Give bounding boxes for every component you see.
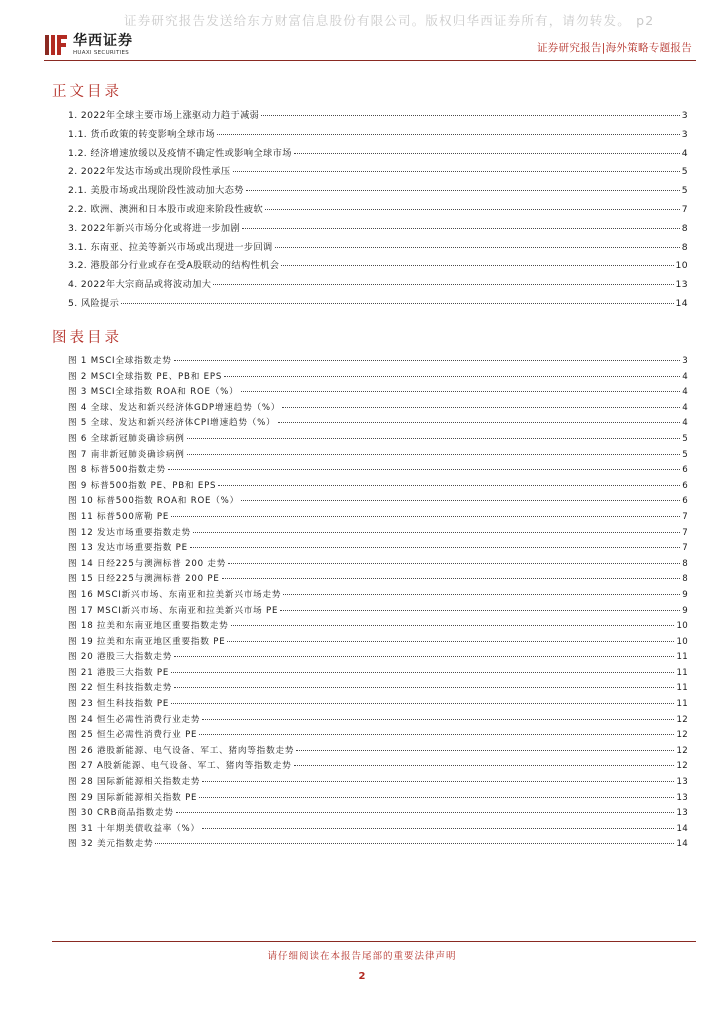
figure-entry-label: 图 7 南非新冠肺炎确诊病例 — [68, 449, 185, 460]
dot-leader — [190, 547, 680, 548]
figure-entry-label: 图 12 发达市场重要指数走势 — [68, 527, 191, 538]
figure-entry-page: 11 — [676, 683, 688, 694]
figure-entry[interactable] — [68, 650, 688, 666]
figure-entry-label: 图 25 恒生必需性消费行业 PE — [68, 730, 198, 741]
figure-entry[interactable] — [68, 588, 688, 604]
toc-entry-page: 8 — [681, 241, 688, 253]
dot-leader — [261, 115, 679, 116]
dot-leader — [241, 391, 681, 392]
figure-entry[interactable] — [68, 541, 688, 557]
figure-entry-page: 13 — [676, 777, 688, 788]
figure-entry[interactable] — [68, 713, 688, 729]
toc-entry[interactable] — [68, 295, 688, 314]
figure-entry-label: 图 14 日经225与澳洲标普 200 走势 — [68, 558, 227, 569]
figure-entry-label: 图 10 标普500指数 ROA和 ROE（%） — [68, 496, 240, 507]
figure-entry-page: 6 — [682, 465, 688, 476]
figure-entry-label: 图 20 港股三大指数走势 — [68, 652, 173, 663]
dot-leader — [174, 687, 674, 688]
dot-leader — [275, 247, 680, 248]
dot-leader — [174, 656, 674, 657]
dot-leader — [233, 171, 680, 172]
toc-entry[interactable] — [68, 182, 688, 201]
toc-entry[interactable] — [68, 257, 688, 276]
figure-entry[interactable] — [68, 572, 688, 588]
figure-entry-page: 14 — [676, 823, 688, 834]
dot-leader — [218, 485, 680, 486]
dot-leader — [168, 469, 680, 470]
figure-entry[interactable] — [68, 494, 688, 510]
figure-entry[interactable] — [68, 385, 688, 401]
figure-entry[interactable] — [68, 775, 688, 791]
dot-leader — [187, 438, 681, 439]
figure-entry[interactable] — [68, 510, 688, 526]
figure-entry-page: 12 — [676, 730, 688, 741]
figure-entry-page: 4 — [682, 402, 688, 413]
dot-leader — [217, 134, 680, 135]
toc-entry-page: 3 — [681, 110, 688, 121]
figure-entry-page: 11 — [676, 652, 688, 663]
figure-entry[interactable] — [68, 837, 688, 853]
toc-entry-label: 3. 2022年新兴市场分化或将进一步加剧 — [68, 222, 241, 234]
dot-leader — [222, 578, 681, 579]
toc-entry[interactable] — [68, 126, 688, 145]
toc-entry-page: 4 — [681, 147, 688, 159]
figure-entry-page: 12 — [676, 745, 688, 756]
figure-entry-page: 11 — [676, 699, 688, 710]
toc-entry-label: 1. 2022年全球主要市场上涨驱动力趋于减弱 — [68, 110, 260, 121]
figure-entry-page: 5 — [682, 449, 688, 460]
dot-leader — [202, 719, 674, 720]
logo-mark-icon — [44, 33, 68, 57]
figure-entry[interactable] — [68, 697, 688, 713]
dot-leader — [155, 843, 674, 844]
toc-entry[interactable] — [68, 220, 688, 239]
figure-entry-label: 图 18 拉美和东南亚地区重要指数走势 — [68, 621, 229, 632]
dot-leader — [280, 610, 680, 611]
figure-entry-label: 图 26 港股新能源、电气设备、军工、猪肉等指数走势 — [68, 745, 295, 756]
figure-entry-page: 11 — [676, 667, 688, 678]
figure-entry-label: 图 21 港股三大指数 PE — [68, 667, 170, 678]
figure-entry-label: 图 15 日经225与澳洲标普 200 PE — [68, 574, 220, 585]
dot-leader — [202, 828, 675, 829]
toc-entry-label: 2. 2022年发达市场或出现阶段性承压 — [68, 166, 231, 178]
watermark-text: 证券研究报告发送给东方财富信息股份有限公司。版权归华西证券所有，请勿转发。 p2 — [124, 13, 655, 28]
figure-entry-label: 图 5 全球、发达和新兴经济体CPI增速趋势（%） — [68, 418, 276, 429]
figure-entry[interactable] — [68, 806, 688, 822]
dot-leader — [224, 376, 680, 377]
figure-entry-label: 图 29 国际新能源相关指数 PE — [68, 792, 198, 803]
figure-toc-title: 图表目录 — [52, 330, 122, 346]
header-divider — [44, 60, 696, 61]
dot-leader — [246, 190, 680, 191]
dot-leader — [187, 454, 681, 455]
figure-entry-label: 图 28 国际新能源相关指数走势 — [68, 777, 201, 788]
toc-entry-page: 3 — [681, 128, 688, 140]
report-type: 证券研究报告|海外策略专题报告 — [536, 42, 692, 54]
dot-leader — [176, 812, 675, 813]
dot-leader — [282, 407, 680, 408]
figure-entry[interactable] — [68, 666, 688, 682]
dot-leader — [193, 532, 680, 533]
dot-leader — [294, 765, 675, 766]
figure-entry[interactable] — [68, 822, 688, 838]
dot-leader — [294, 153, 680, 154]
figure-entry-label: 图 8 标普500指数走势 — [68, 465, 166, 476]
toc-entry[interactable] — [68, 201, 688, 220]
figure-entry-label: 图 23 恒生科技指数 PE — [68, 699, 170, 710]
figure-entry-label: 图 27 A股新能源、电气设备、军工、猪肉等指数走势 — [68, 761, 292, 772]
figure-entry[interactable] — [68, 728, 688, 744]
figure-entry[interactable] — [68, 744, 688, 760]
toc-entry-page: 13 — [675, 279, 688, 291]
toc-entry[interactable] — [68, 163, 688, 182]
figure-entry-page: 8 — [682, 558, 688, 569]
figure-entry-label: 图 11 标普500席勒 PE — [68, 511, 170, 522]
figure-entry-label: 图 16 MSCI新兴市场、东南亚和拉美新兴市场走势 — [68, 589, 282, 600]
figure-entry-label: 图 19 拉美和东南亚地区重要指数 PE — [68, 636, 226, 647]
figure-entry-page: 4 — [682, 418, 688, 429]
toc-entry-page: 5 — [681, 166, 688, 178]
figure-entry[interactable] — [68, 759, 688, 775]
dot-leader — [199, 797, 674, 798]
figure-entry-page: 12 — [676, 761, 688, 772]
figure-entry-page: 7 — [682, 527, 688, 538]
toc-entry-label: 5. 风险提示 — [68, 297, 120, 309]
figure-entry[interactable] — [68, 479, 688, 495]
footer-divider — [52, 941, 696, 942]
dot-leader — [171, 516, 680, 517]
dot-leader — [241, 500, 680, 501]
figure-entry-label: 图 31 十年期美债收益率（%） — [68, 823, 200, 834]
dot-leader — [278, 422, 681, 423]
dot-leader — [202, 781, 674, 782]
toc-entry-page: 7 — [681, 203, 688, 215]
legal-notice: 请仔细阅读在本报告尾部的重要法律声明 — [267, 951, 457, 962]
figure-entry-label: 图 6 全球新冠肺炎确诊病例 — [68, 433, 185, 444]
toc-entry-page: 10 — [675, 260, 688, 272]
figure-entry-page: 13 — [676, 808, 688, 819]
figure-entry[interactable] — [68, 604, 688, 620]
figure-entry-label: 图 24 恒生必需性消费行业走势 — [68, 714, 201, 725]
figure-entry-label: 图 13 发达市场重要指数 PE — [68, 543, 188, 554]
figure-entry-page: 6 — [682, 480, 688, 491]
toc-entry[interactable] — [68, 145, 688, 164]
toc-entry-page: 8 — [681, 222, 688, 234]
dot-leader — [121, 303, 673, 304]
dot-leader — [171, 672, 674, 673]
figure-entry[interactable] — [68, 416, 688, 432]
figure-entry-page: 13 — [676, 792, 688, 803]
dot-leader — [174, 360, 681, 361]
logo-english-name: HUAXI SECURITIES — [73, 50, 130, 56]
toc-entry-page: 5 — [681, 185, 688, 197]
toc-entry-label: 3.2. 港股部分行业或存在受A股联动的结构性机会 — [68, 260, 280, 272]
figure-entry[interactable] — [68, 448, 688, 464]
figure-entry-label: 图 32 美元指数走势 — [68, 839, 154, 850]
logo-name: 华西证券 — [73, 33, 133, 49]
figure-entry-label: 图 3 MSCI全球指数 ROA和 ROE（%） — [68, 387, 239, 398]
figure-entry-label: 图 2 MSCI全球指数 PE、PB和 EPS — [68, 371, 223, 382]
figure-entry[interactable] — [68, 370, 688, 386]
toc-entry-label: 1.1. 货币政策的转变影响全球市场 — [68, 128, 216, 140]
toc-entry[interactable] — [68, 276, 688, 295]
figure-entry-page: 9 — [682, 589, 688, 600]
figure-entry-page: 4 — [682, 371, 688, 382]
figure-entry-label: 图 22 恒生科技指数走势 — [68, 683, 173, 694]
figure-entry-label: 图 9 标普500指数 PE、PB和 EPS — [68, 480, 217, 491]
figure-entry-page: 14 — [676, 839, 688, 850]
dot-leader — [242, 228, 680, 229]
dot-leader — [265, 209, 680, 210]
dot-leader — [283, 594, 680, 595]
toc-entry-page: 14 — [675, 297, 688, 309]
figure-entry-page: 9 — [682, 605, 688, 616]
toc-entry-label: 2.2. 欧洲、澳洲和日本股市或迎来阶段性疲软 — [68, 203, 264, 215]
figure-entry[interactable] — [68, 635, 688, 651]
figure-entry-page: 3 — [682, 356, 688, 366]
figure-entry[interactable] — [68, 432, 688, 448]
figure-entry-page: 7 — [682, 511, 688, 522]
toc-entry-label: 1.2. 经济增速放缓以及疫情不确定性或影响全球市场 — [68, 147, 292, 159]
figure-entry[interactable] — [68, 619, 688, 635]
dot-leader — [213, 284, 673, 285]
main-toc — [68, 107, 688, 314]
figure-entry-page: 10 — [676, 621, 688, 632]
main-toc-title: 正文目录 — [52, 84, 122, 100]
dot-leader — [296, 750, 674, 751]
company-logo — [44, 30, 133, 60]
figure-entry[interactable] — [68, 557, 688, 573]
figure-entry[interactable] — [68, 681, 688, 697]
toc-entry[interactable] — [68, 239, 688, 258]
figure-entry-label: 图 17 MSCI新兴市场、东南亚和拉美新兴市场 PE — [68, 605, 279, 616]
figure-entry[interactable] — [68, 463, 688, 479]
dot-leader — [281, 265, 673, 266]
figure-entry-page: 6 — [682, 496, 688, 507]
dot-leader — [231, 625, 675, 626]
figure-entry-page: 4 — [682, 387, 688, 398]
dot-leader — [227, 641, 674, 642]
figure-entry-page: 10 — [676, 636, 688, 647]
toc-entry[interactable] — [68, 107, 688, 126]
dot-leader — [199, 734, 674, 735]
figure-entry[interactable] — [68, 791, 688, 807]
page-number: 2 — [358, 971, 366, 982]
dot-leader — [171, 703, 674, 704]
figure-toc — [68, 354, 688, 853]
figure-entry[interactable] — [68, 354, 688, 370]
toc-entry-label: 4. 2022年大宗商品或将波动加大 — [68, 279, 212, 291]
toc-entry-label: 2.1. 美股市场或出现阶段性波动加大态势 — [68, 185, 244, 197]
figure-entry-page: 7 — [682, 543, 688, 554]
figure-entry-page: 12 — [676, 714, 688, 725]
figure-entry-label: 图 30 CRB商品指数走势 — [68, 808, 174, 819]
toc-entry-label: 3.1. 东南亚、拉美等新兴市场或出现进一步回调 — [68, 241, 273, 253]
figure-entry[interactable] — [68, 401, 688, 417]
figure-entry-label: 图 4 全球、发达和新兴经济体GDP增速趋势（%） — [68, 402, 281, 413]
figure-entry-page: 8 — [682, 574, 688, 585]
figure-entry-label: 图 1 MSCI全球指数走势 — [68, 356, 172, 366]
figure-entry[interactable] — [68, 526, 688, 542]
dot-leader — [228, 563, 680, 564]
figure-entry-page: 5 — [682, 433, 688, 444]
